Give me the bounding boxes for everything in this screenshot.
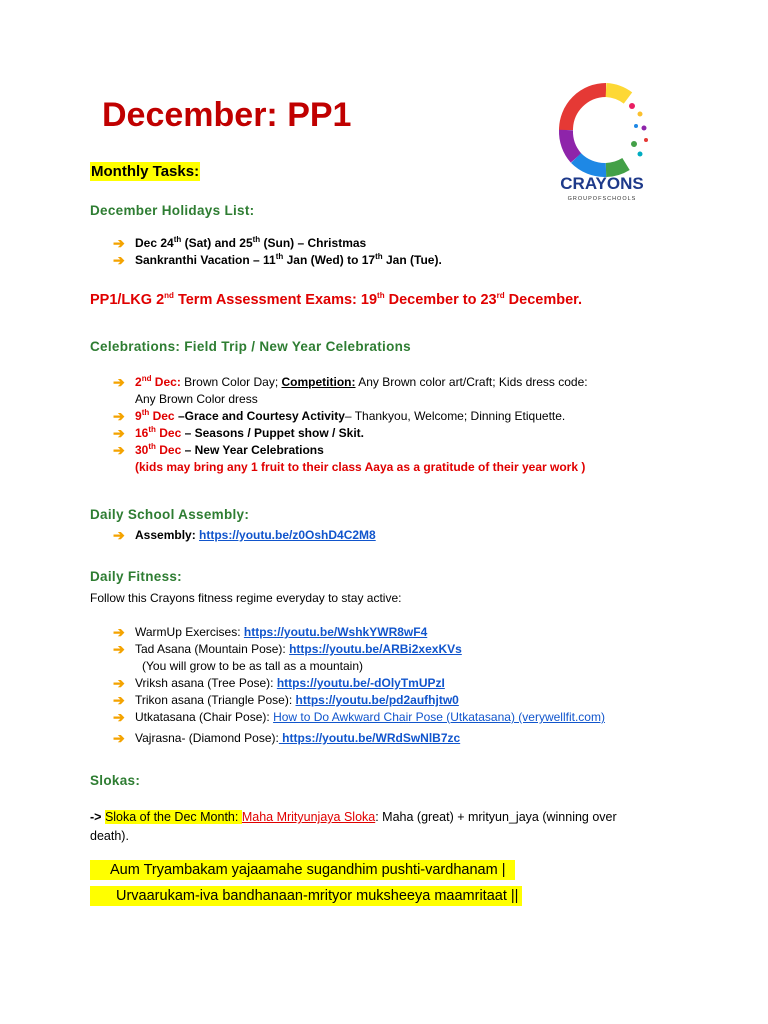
list-item: ➔ 9th Dec –Grace and Courtesy Activity– Thankyou, Welcome; Dinning Etiquette. bbox=[113, 408, 566, 424]
list-item: ➔ Tad Asana (Mountain Pose): https://youtu.be/ARBi2xexKVs (You will grow to be as tall as a mountain) bbox=[113, 641, 462, 673]
arrow-icon: ➔ bbox=[113, 730, 125, 746]
arrow-icon: ➔ bbox=[113, 235, 125, 251]
fitness-link[interactable]: https://youtu.be/-dOlyTmUPzI bbox=[276, 676, 445, 690]
sloka-month-label: Sloka of the Dec Month: bbox=[104, 810, 242, 824]
sloka-description: -> Sloka of the Dec Month: Maha Mrityunjaya Sloka: Maha (great) + mrityun_jaya (winning over death). bbox=[90, 810, 617, 843]
crayons-logo-icon bbox=[536, 82, 668, 210]
sloka-line-1: Aum Tryambakam yajaamahe sugandhim pushti-vardhanam | bbox=[90, 860, 515, 880]
slokas-heading: Slokas: bbox=[90, 773, 141, 788]
holidays-heading: December Holidays List: bbox=[90, 203, 255, 218]
arrow-icon: ➔ bbox=[113, 374, 125, 390]
arrow-icon: ➔ bbox=[113, 527, 125, 543]
arrow-icon: ➔ bbox=[113, 641, 125, 657]
list-item: ➔ Utkatasana (Chair Pose): How to Do Awkward Chair Pose (Utkatasana) (verywellfit.com) bbox=[113, 709, 605, 725]
list-item: ➔ 30th Dec – New Year Celebrations (kids may bring any 1 fruit to their class Aaya as a gratitude of their year work ) bbox=[113, 442, 586, 474]
list-item: ➔ Assembly: https://youtu.be/z0OshD4C2M8 bbox=[113, 527, 376, 543]
holidays-list bbox=[113, 235, 442, 269]
exam-schedule: PP1/LKG 2nd Term Assessment Exams: 19th December to 23rd December. bbox=[90, 291, 583, 308]
list-item: ➔ 16th Dec – Seasons / Puppet show / Skit. bbox=[113, 425, 364, 441]
arrow-icon: ➔ bbox=[113, 425, 125, 441]
sloka-name: Maha Mrityunjaya Sloka bbox=[241, 810, 376, 824]
crayons-logo bbox=[536, 82, 668, 210]
arrow-icon: ➔ bbox=[113, 675, 125, 691]
logo-tagline: GROUPOFSCHOOLS bbox=[567, 196, 637, 202]
list-item: ➔ 2nd Dec: Brown Color Day; Competition: Any Brown color art/Craft; Kids dress code: Any Brown Color dress bbox=[113, 374, 588, 406]
fitness-link[interactable]: https://youtu.be/ARBi2xexKVs bbox=[289, 642, 462, 656]
arrow-icon: ➔ bbox=[113, 709, 125, 725]
fitness-link[interactable]: https://youtu.be/WshkYWR8wF4 bbox=[243, 625, 428, 639]
assembly-link[interactable]: https://youtu.be/z0OshD4C2M8 bbox=[199, 528, 376, 542]
arrow-icon: ➔ bbox=[113, 252, 125, 268]
list-item: ➔ Trikon asana (Triangle Pose): https://youtu.be/pd2aufhjtw0 bbox=[113, 692, 459, 708]
list-item: ➔ Sankranthi Vacation – 11th Jan (Wed) to 17th Jan (Tue). bbox=[113, 252, 442, 268]
fitness-list bbox=[113, 624, 605, 747]
fitness-heading: Daily Fitness: bbox=[90, 569, 182, 584]
assembly-heading: Daily School Assembly: bbox=[90, 507, 250, 522]
monthly-tasks-heading: Monthly Tasks: bbox=[91, 163, 200, 180]
celebrations-list bbox=[113, 374, 588, 476]
arrow-icon: ➔ bbox=[113, 692, 125, 708]
celebrations-heading: Celebrations: Field Trip / New Year Celebrations bbox=[90, 339, 411, 354]
page-title: December: PP1 bbox=[102, 96, 352, 134]
fitness-link[interactable]: https://youtu.be/pd2aufhjtw0 bbox=[295, 693, 459, 707]
list-item: ➔ WarmUp Exercises: https://youtu.be/WshkYWR8wF4 bbox=[113, 624, 428, 640]
fitness-link[interactable]: How to Do Awkward Chair Pose (Utkatasana) (verywellfit.com) bbox=[273, 710, 605, 724]
fitness-link[interactable]: https://youtu.be/WRdSwNlB7zc bbox=[278, 731, 461, 745]
logo-brand: CRAYONS bbox=[560, 174, 644, 193]
arrow-icon: ➔ bbox=[113, 408, 125, 424]
arrow-icon: ➔ bbox=[113, 442, 125, 458]
assembly-list bbox=[113, 527, 376, 544]
fitness-intro: Follow this Crayons fitness regime everyday to stay active: bbox=[90, 591, 402, 605]
arrow-icon: ➔ bbox=[113, 624, 125, 640]
list-item: ➔ Vajrasna- (Diamond Pose): https://youtu.be/WRdSwNlB7zc bbox=[113, 730, 461, 746]
list-item: ➔ Vriksh asana (Tree Pose): https://youtu.be/-dOlyTmUPzI bbox=[113, 675, 445, 691]
sloka-line-2: Urvaarukam-iva bandhanaan-mrityor muksheeya maamritaat || bbox=[90, 886, 522, 906]
list-item: ➔ Dec 24th (Sat) and 25th (Sun) – Christmas bbox=[113, 235, 367, 251]
